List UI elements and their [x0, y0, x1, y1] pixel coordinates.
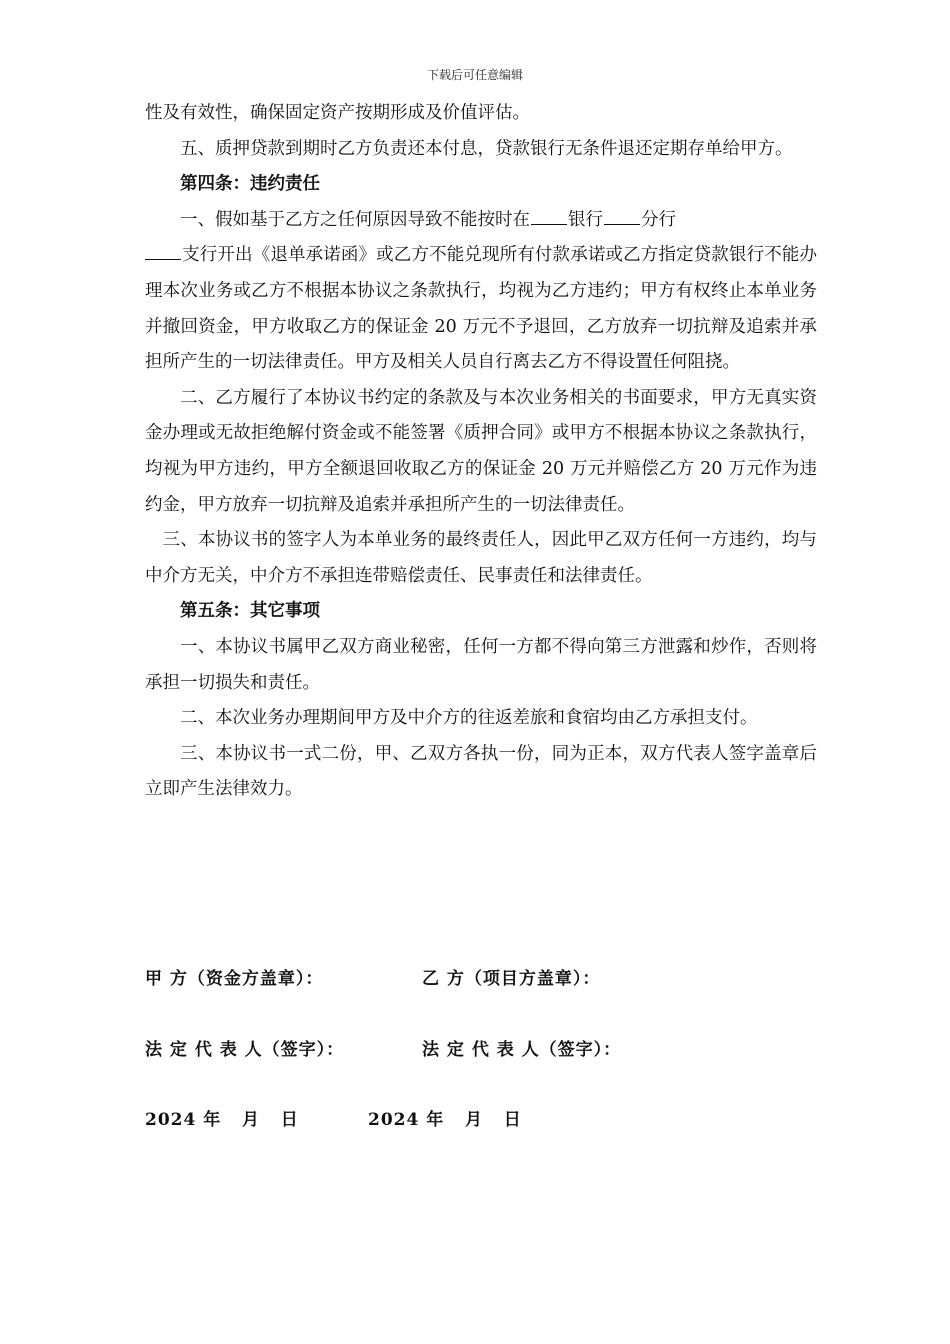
article-4-heading: 第四条：违约责任 [180, 174, 320, 195]
paragraph-other-1: 一、本协议书属甲乙双方商业秘密，任何一方都不得向第三方泄露和炒作，否则将承担一切损失和责任。 [145, 636, 817, 693]
breach-1-text-c: 分行 [641, 209, 676, 230]
paragraph-other-3: 三、本协议书一式二份，甲、乙双方各执一份，同为正本，双方代表人签字盖章后立即产生法律效力。 [145, 743, 817, 800]
paragraph-clause-5: 五、质押贷款到期时乙方负责还本付息，贷款银行无条件退还定期存单给甲方。 [180, 138, 793, 159]
breach-1-text-b: 银行 [568, 209, 603, 230]
paragraph-breach-3: 三、本协议书的签字人为本单业务的最终责任人，因此甲乙双方任何一方违约，均与中介方无关，中介方不承担连带赔偿责任、民事责任和法律责任。 [145, 530, 817, 586]
subbranch-blank [145, 245, 181, 260]
article-5-heading: 第五条：其它事项 [180, 601, 320, 622]
page-header-note: 下载后可任意编辑 [426, 68, 523, 82]
breach-1-text-a: 一、假如基于乙方之任何原因导致不能按时在 [180, 209, 530, 230]
breach-1-text-d: 支行开出《退单承诺函》或乙方不能兑现所有付款承诺或乙方指定贷款银行不能办理本次业务或乙方不根据本协议之条款执行，均视为乙方违约；甲方有权终止本单业务并撤回资金，甲方收取乙方的保证金 20 万元不予退回，乙方放弃一切抗辩及追索并承担所产生的一切法律责任。甲方及相关人员自行离去乙方不得设置任何阻挠。 [145, 245, 817, 373]
party-b-date: 2024 年 月 日 [368, 1110, 522, 1130]
paragraph-other-2: 二、本次业务办理期间甲方及中介方的往返差旅和食宿均由乙方承担支付。 [180, 708, 758, 729]
paragraph-continuation: 性及有效性，确保固定资产按期形成及价值评估。 [145, 103, 530, 123]
branch-blank [604, 210, 640, 225]
party-b-rep-label: 法 定 代 表 人（签字）： [422, 1040, 622, 1060]
party-a-rep-label: 法 定 代 表 人（签字）： [145, 1040, 345, 1060]
paragraph-breach-2: 二、乙方履行了本协议书约定的条款及与本次业务相关的书面要求，甲方无真实资金办理或无故拒绝解付资金或不能签署《质押合同》或甲方不根据本协议之条款执行，均视为甲方违约，甲方全额退回收取乙方的保证金 20 万元并赔偿乙方 20 万元作为违约金，甲方放弃一切抗辩及追索并承担所产生的一切法律责任。 [145, 387, 817, 515]
paragraph-breach-1 [145, 203, 817, 381]
bank-blank [531, 210, 567, 225]
party-a-seal-label: 甲 方（资金方盖章）： [145, 969, 324, 989]
party-a-date: 2024 年 月 日 [145, 1110, 299, 1130]
contract-body [145, 96, 817, 808]
party-b-seal-label: 乙 方（项目方盖章）： [422, 969, 601, 989]
